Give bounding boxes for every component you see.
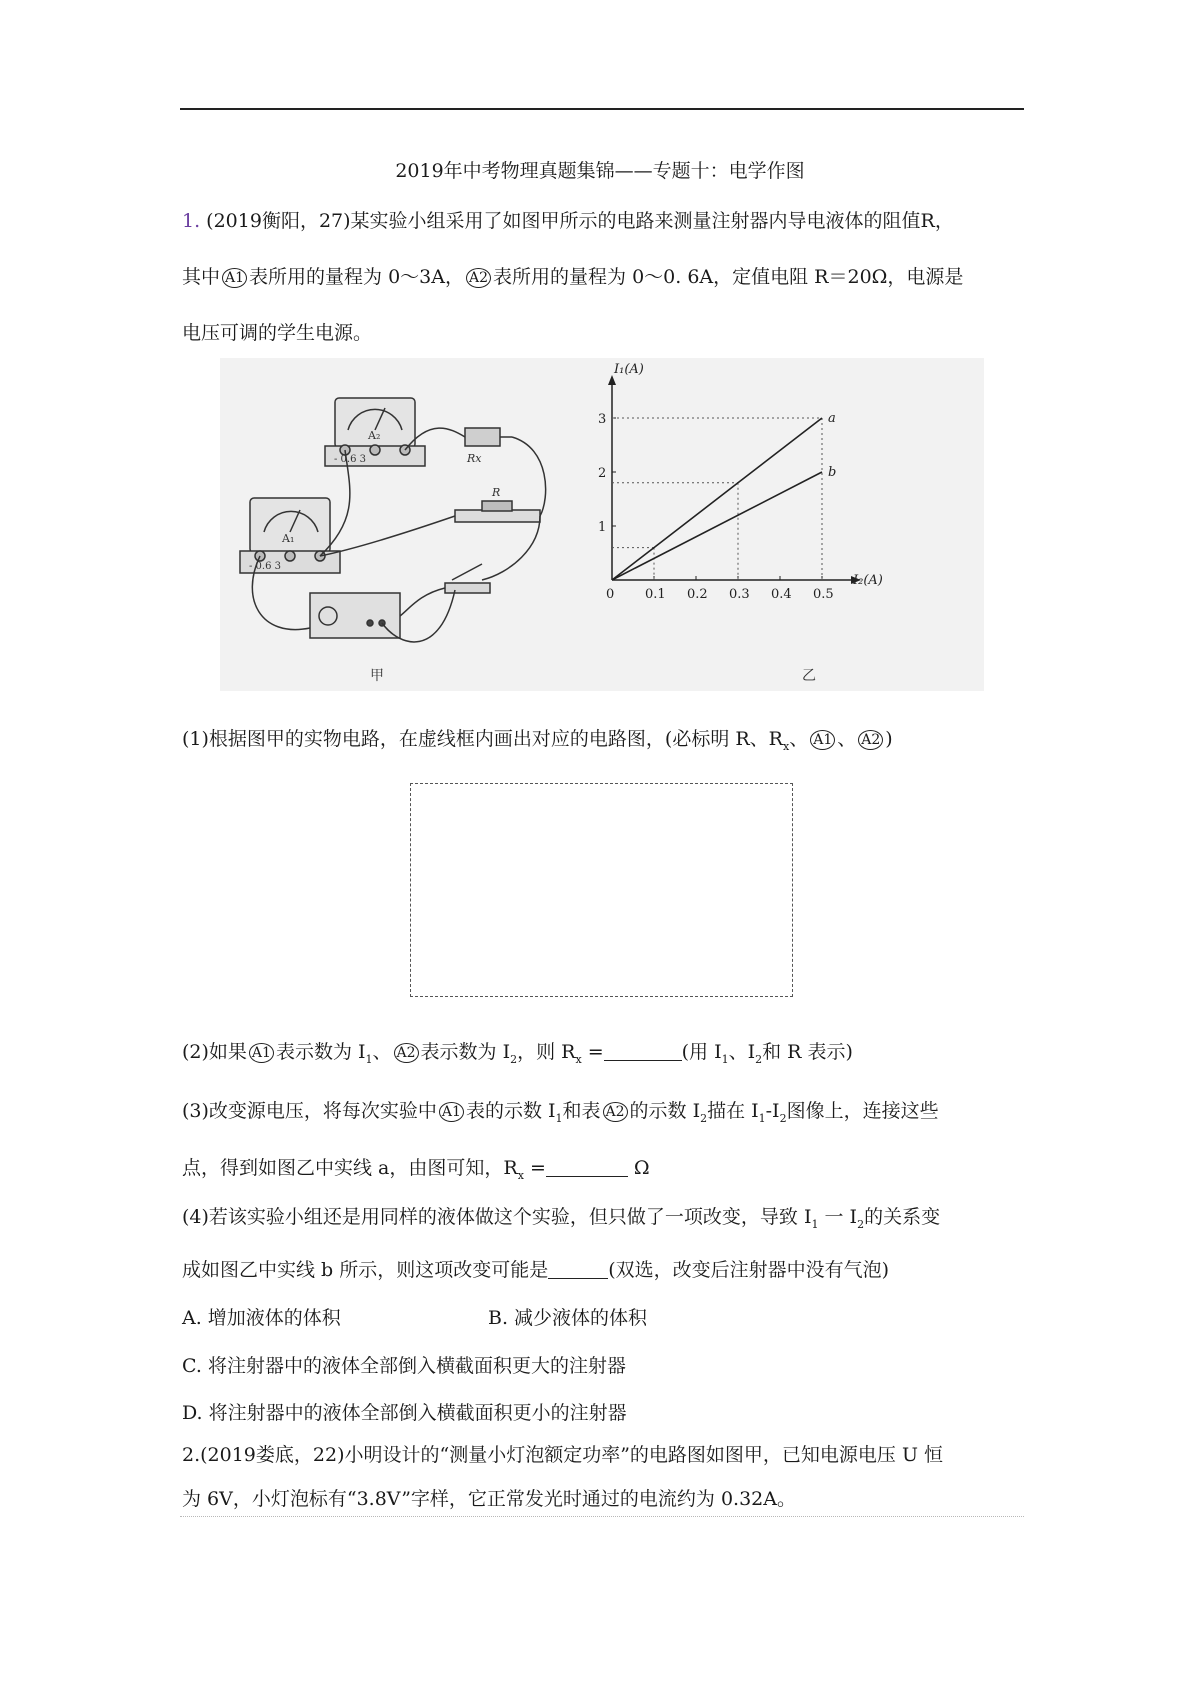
q1-intro-line-1: 1. (2019衡阳，27)某实验小组采用了如图甲所示的电路来测量注射器内导电液体的阻值R， — [182, 210, 954, 232]
y-tick-label: 1 — [598, 520, 607, 535]
x-axis-label: I₂(A) — [853, 573, 883, 588]
series-label-b: b — [828, 465, 837, 480]
x-tick-label: 0.3 — [729, 587, 750, 602]
option-b[interactable]: B. 减少液体的体积 — [488, 1307, 648, 1329]
ammeter-a2-symbol: A2 — [603, 1102, 628, 1122]
ammeter-a2-symbol: A2 — [394, 1043, 419, 1063]
page-title: 2019年中考物理真题集锦——专题十：电学作图 — [395, 160, 805, 182]
x-tick-label: 0 — [606, 587, 615, 602]
ammeter-a1-terminals: - 0.6 3 — [249, 561, 282, 572]
figure-svg — [220, 358, 984, 691]
rx-label: Rx — [467, 452, 482, 465]
q2-line-2: 为 6V，小灯泡标有“3.8V”字样，它正常发光时通过的电流约为 0.32A。 — [182, 1488, 796, 1510]
series-line-a — [612, 418, 822, 580]
series-line-b — [612, 472, 822, 580]
q1-part-3-line-1: (3)改变源电压，将每次实验中 A1 表的示数 $I_1$和表 A2 的示数 $I_2$描在 $I_1-I_2$图像上，连接这些 — [182, 1100, 939, 1125]
answer-blank-rx-value[interactable] — [546, 1158, 628, 1177]
resistor-r — [455, 501, 540, 522]
figure-caption-left: 甲 — [370, 668, 384, 684]
ammeter-a2-label: A₂ — [368, 429, 381, 442]
ammeter-a1-label: A₁ — [282, 532, 295, 545]
answer-blank-rx-formula[interactable] — [604, 1042, 682, 1061]
circuit-drawing-box[interactable] — [410, 783, 793, 997]
ammeter-a1-symbol: A1 — [249, 1043, 274, 1063]
option-c[interactable]: C. 将注射器中的液体全部倒入横截面积更大的注射器 — [182, 1355, 626, 1377]
ammeter-a2-terminals: - 0.6 3 — [334, 454, 367, 465]
x-tick-label: 0.5 — [813, 587, 834, 602]
q1-part-4-line-1: (4)若该实验小组还是用同样的液体做这个实验，但只做了一项改变，导致 $I_1$ 一 $I_2$的关系变 — [182, 1206, 941, 1231]
series-label-a: a — [828, 411, 836, 426]
q1-intro-line-3: 电压可调的学生电源。 — [182, 322, 373, 344]
ammeter-a2-symbol: A2 — [858, 730, 883, 750]
graph-i1-i2 — [598, 362, 883, 602]
ammeter-a1-symbol: A1 — [439, 1102, 464, 1122]
x-tick-label: 0.4 — [771, 587, 792, 602]
q1-part-3-line-2: 点，得到如图乙中实线 a，由图可知，$R_x = \Omega$ — [182, 1157, 650, 1182]
power-supply — [310, 593, 400, 638]
y-tick-label: 3 — [598, 412, 607, 427]
figure-circuit-and-graph — [220, 358, 984, 691]
switch — [445, 564, 490, 593]
answer-blank-choice[interactable] — [548, 1260, 608, 1279]
syringe-rx — [465, 428, 512, 446]
ammeter-a1-symbol: A1 — [810, 730, 835, 750]
q1-intro-line-2: 其中 A1 表所用的量程为 0～3A， A2 表所用的量程为 0～0. 6A，定值电阻 R＝20Ω，电源是 — [182, 266, 964, 288]
y-axis-label: I₁(A) — [614, 362, 644, 377]
x-tick-label: 0.2 — [687, 587, 708, 602]
ammeter-a1-symbol: A1 — [222, 268, 247, 288]
x-tick-label: 0.1 — [645, 587, 666, 602]
figure-caption-right: 乙 — [802, 668, 816, 684]
circuit-illustration — [240, 398, 546, 642]
option-a[interactable]: A. 增加液体的体积 — [182, 1307, 341, 1329]
ammeter-a2-symbol: A2 — [466, 268, 491, 288]
q1-part-1: (1)根据图甲的实物电路，在虚线框内画出对应的电路图，(必标明 R、$R_x$、 A1 、 A2 ) — [182, 728, 893, 753]
q2-line-1: 2.(2019娄底，22)小明设计的“测量小灯泡额定功率”的电路图如图甲，已知电源电压 U 恒 — [182, 1444, 944, 1466]
option-d[interactable]: D. 将注射器中的液体全部倒入横截面积更小的注射器 — [182, 1402, 627, 1424]
header-rule — [180, 108, 1024, 110]
r-label: R — [492, 486, 501, 499]
q1-part-4-line-2: 成如图乙中实线 b 所示，则这项改变可能是 (双选，改变后注射器中没有气泡) — [182, 1259, 890, 1281]
q1-part-2: (2)如果 A1 表示数为 $I_1$、 A2 表示数为 $I_2$，则 $R_x$ = (用 $I_1$、$I_2$和 R 表示) — [182, 1041, 853, 1066]
footer-rule — [180, 1516, 1024, 1517]
question-number: 1. — [182, 210, 201, 232]
y-tick-label: 2 — [598, 466, 607, 481]
